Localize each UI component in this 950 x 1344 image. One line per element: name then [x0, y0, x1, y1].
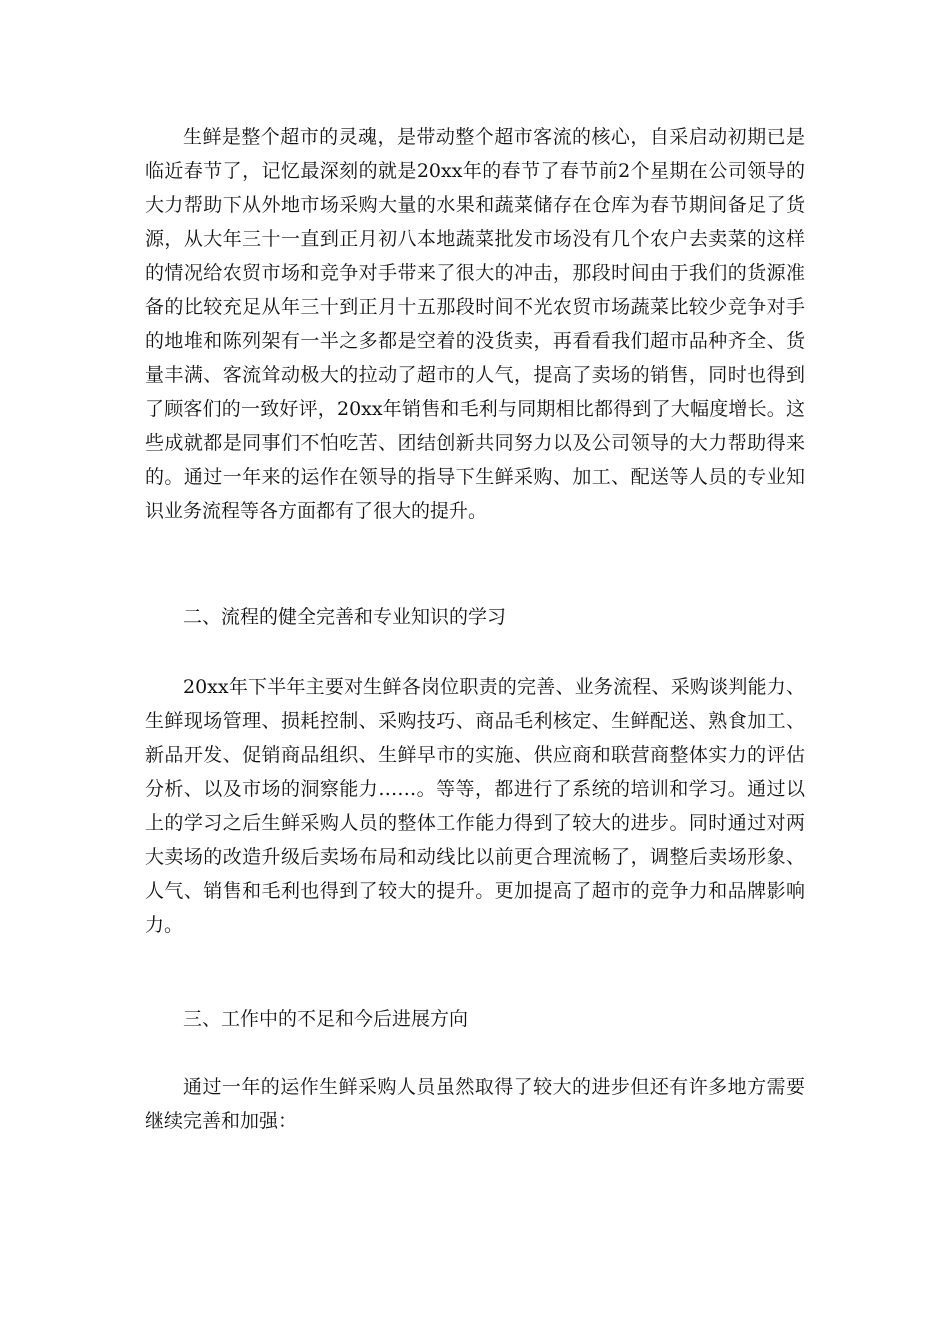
- body-paragraph: 20xx年下半年主要对生鲜各岗位职责的完善、业务流程、采购谈判能力、生鲜现场管理、损耗控制、采购技巧、商品毛利核定、生鲜配送、熟食加工、新品开发、促销商品组织、生鲜早市的实施、供应商和联营商整体实力的评估分析、以及市场的洞察能力……。等等，都进行了系统的培训和学习。通过以上的学习之后生鲜采购人员的整体工作能力得到了较大的进步。同时通过对两大卖场的改造升级后卖场布局和动线比以前更合理流畅了，调整后卖场形象、人气、销售和毛利也得到了较大的提升。更加提高了超市的竞争力和品牌影响力。: [145, 676, 805, 936]
- section-heading: 二、流程的健全完善和专业知识的学习: [183, 606, 507, 628]
- body-paragraph: 生鲜是整个超市的灵魂，是带动整个超市客流的核心，自采启动初期已是临近春节了，记忆最深刻的就是20xx年的春节了春节前2个星期在公司领导的大力帮助下从外地市场采购大量的水果和蔬菜储存在仓库为春节期间备足了货源，从大年三十一直到正月初八本地蔬菜批发市场没有几个农户去卖菜的这样的情况给农贸市场和竞争对手带来了很大的冲击，那段时间由于我们的货源准备的比较充足从年三十到正月十五那段时间不光农贸市场蔬菜比较少竞争对手的地堆和陈列架有一半之多都是空着的没货卖，再看看我们超市品种齐全、货量丰满、客流耸动极大的拉动了超市的人气，提高了卖场的销售，同时也得到了顾客们的一致好评，20xx年销售和毛利与同期相比都得到了大幅度增长。这些成就都是同事们不怕吃苦、团结创新共同努力以及公司领导的大力帮助得来的。通过一年来的运作在领导的指导下生鲜采购、加工、配送等人员的专业知识业务流程等各方面都有了很大的提升。: [145, 126, 805, 522]
- body-paragraph: 通过一年的运作生鲜采购人员虽然取得了较大的进步但还有许多地方需要继续完善和加强：: [145, 1076, 805, 1132]
- section-heading: 三、工作中的不足和今后进展方向: [183, 1008, 469, 1030]
